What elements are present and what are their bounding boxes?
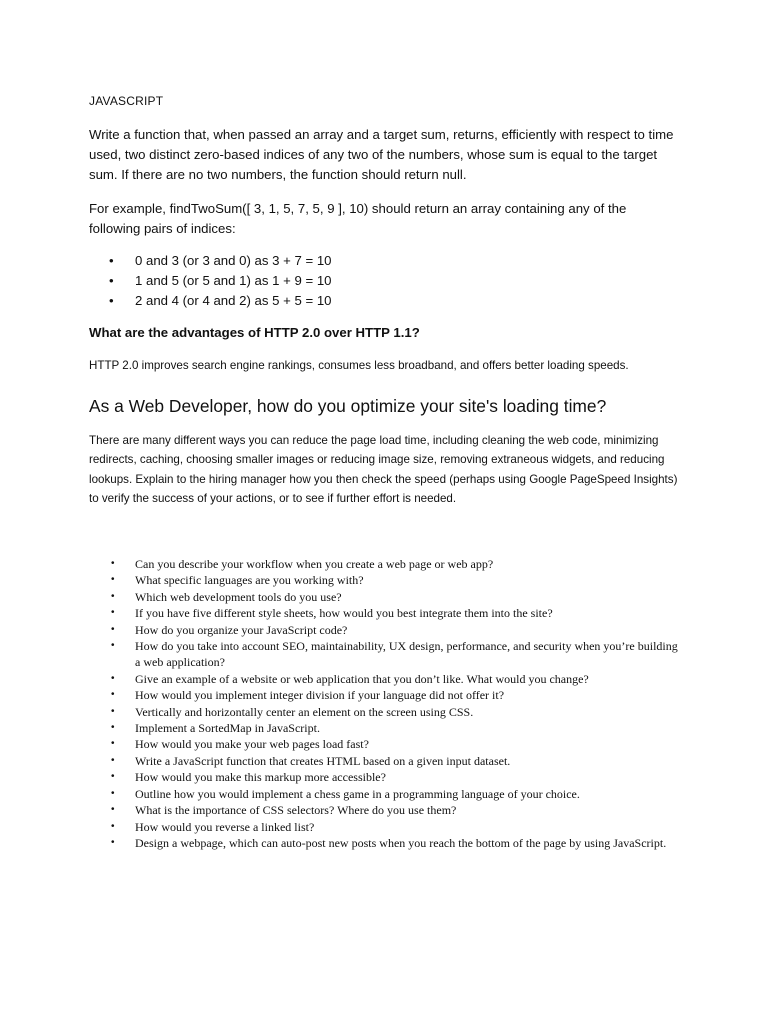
question-text: Implement a SortedMap in JavaScript. xyxy=(135,721,320,736)
bullet-icon: • xyxy=(111,738,115,750)
list-item xyxy=(109,271,332,291)
bullet-icon: • xyxy=(111,623,115,635)
list-item xyxy=(111,572,681,588)
bullet-icon: • xyxy=(111,754,115,766)
index-pairs-list xyxy=(109,251,332,311)
http-answer: HTTP 2.0 improves search engine rankings, consumes less broadband, and offers better loading speeds. xyxy=(89,359,629,372)
list-item xyxy=(111,671,681,687)
list-item xyxy=(111,769,681,785)
bullet-icon: • xyxy=(111,574,115,586)
question-text: How would you reverse a linked list? xyxy=(135,819,315,834)
interview-questions-list xyxy=(111,556,681,851)
bullet-icon: • xyxy=(111,722,115,734)
bullet-icon: • xyxy=(111,771,115,783)
list-item xyxy=(109,251,332,271)
question-text: What is the importance of CSS selectors? Where do you use them? xyxy=(135,803,457,818)
bullet-icon: • xyxy=(111,689,115,701)
webdev-heading: As a Web Developer, how do you optimize your site's loading time? xyxy=(89,396,607,416)
bullet-icon: • xyxy=(109,273,114,288)
list-item xyxy=(111,802,681,818)
question-text: If you have five different style sheets, how would you best integrate them into the site? xyxy=(135,606,553,621)
list-item xyxy=(111,753,681,769)
bullet-icon: • xyxy=(111,705,115,717)
list-item-text: 2 and 4 (or 4 and 2) as 5 + 5 = 10 xyxy=(135,293,332,308)
bullet-icon: • xyxy=(109,293,114,308)
list-item xyxy=(111,589,681,605)
question-text: How would you implement integer division if your language did not offer it? xyxy=(135,688,505,703)
list-item-text: 1 and 5 (or 5 and 1) as 1 + 9 = 10 xyxy=(135,273,332,288)
problem-description: Write a function that, when passed an array and a target sum, returns, efficiently with respect to time used, two distinct zero-based indices of any two of the numbers, whose sum is equal to the target sum. If there are no two numbers, the function should return null. xyxy=(89,127,674,182)
question-text: Can you describe your workflow when you create a web page or web app? xyxy=(135,557,494,571)
bullet-icon: • xyxy=(111,672,115,684)
list-item xyxy=(111,736,681,752)
bullet-icon: • xyxy=(111,558,115,569)
question-text: Design a webpage, which can auto-post new posts when you reach the bottom of the page by using JavaScript. xyxy=(135,835,667,850)
bullet-icon: • xyxy=(111,787,115,799)
question-text: How do you organize your JavaScript code? xyxy=(135,622,348,637)
bullet-icon: • xyxy=(111,640,115,652)
question-text: How would you make your web pages load fast? xyxy=(135,737,369,752)
question-text: Write a JavaScript function that creates HTML based on a given input dataset. xyxy=(135,753,511,768)
question-text: Vertically and horizontally center an element on the screen using CSS. xyxy=(135,704,474,719)
http-question: What are the advantages of HTTP 2.0 over HTTP 1.1? xyxy=(89,325,420,340)
question-text: Give an example of a website or web application that you don’t like. What would you change? xyxy=(135,671,589,686)
bullet-icon: • xyxy=(111,590,115,602)
list-item-text: 0 and 3 (or 3 and 0) as 3 + 7 = 10 xyxy=(135,253,332,268)
list-item xyxy=(111,704,681,720)
list-item xyxy=(111,687,681,703)
bullet-icon: • xyxy=(111,836,115,848)
list-item xyxy=(111,622,681,638)
question-text: How do you take into account SEO, maintainability, UX design, performance, and security when you’re building a web application? xyxy=(135,639,678,670)
list-item xyxy=(111,819,681,835)
list-item xyxy=(111,786,681,802)
list-item xyxy=(109,291,332,311)
example-description: For example, findTwoSum([ 3, 1, 5, 7, 5, 9 ], 10) should return an array containing any of the following pairs of indices: xyxy=(89,201,627,236)
section-title: JAVASCRIPT xyxy=(89,94,164,108)
webdev-paragraph: There are many different ways you can reduce the page load time, including cleaning the web code, minimizing redirects, caching, choosing smaller images or reducing image size, removing extraneous widgets, and reducing lookups. Explain to the hiring manager how you then check the speed (perhaps using Google PageSpeed Insights) to verify the success of your actions, or to see if further effort is needed. xyxy=(89,434,678,506)
question-text: What specific languages are you working with? xyxy=(135,573,364,588)
list-item xyxy=(111,835,681,851)
bullet-icon: • xyxy=(111,804,115,816)
list-item xyxy=(111,605,681,621)
list-item xyxy=(111,720,681,736)
question-text: Which web development tools do you use? xyxy=(135,589,342,604)
question-text: How would you make this markup more accessible? xyxy=(135,770,386,785)
bullet-icon: • xyxy=(111,820,115,832)
question-text: Outline how you would implement a chess game in a programming language of your choice. xyxy=(135,786,580,801)
list-item xyxy=(111,638,681,671)
bullet-icon: • xyxy=(109,253,114,268)
bullet-icon: • xyxy=(111,607,115,619)
list-item xyxy=(111,556,681,572)
